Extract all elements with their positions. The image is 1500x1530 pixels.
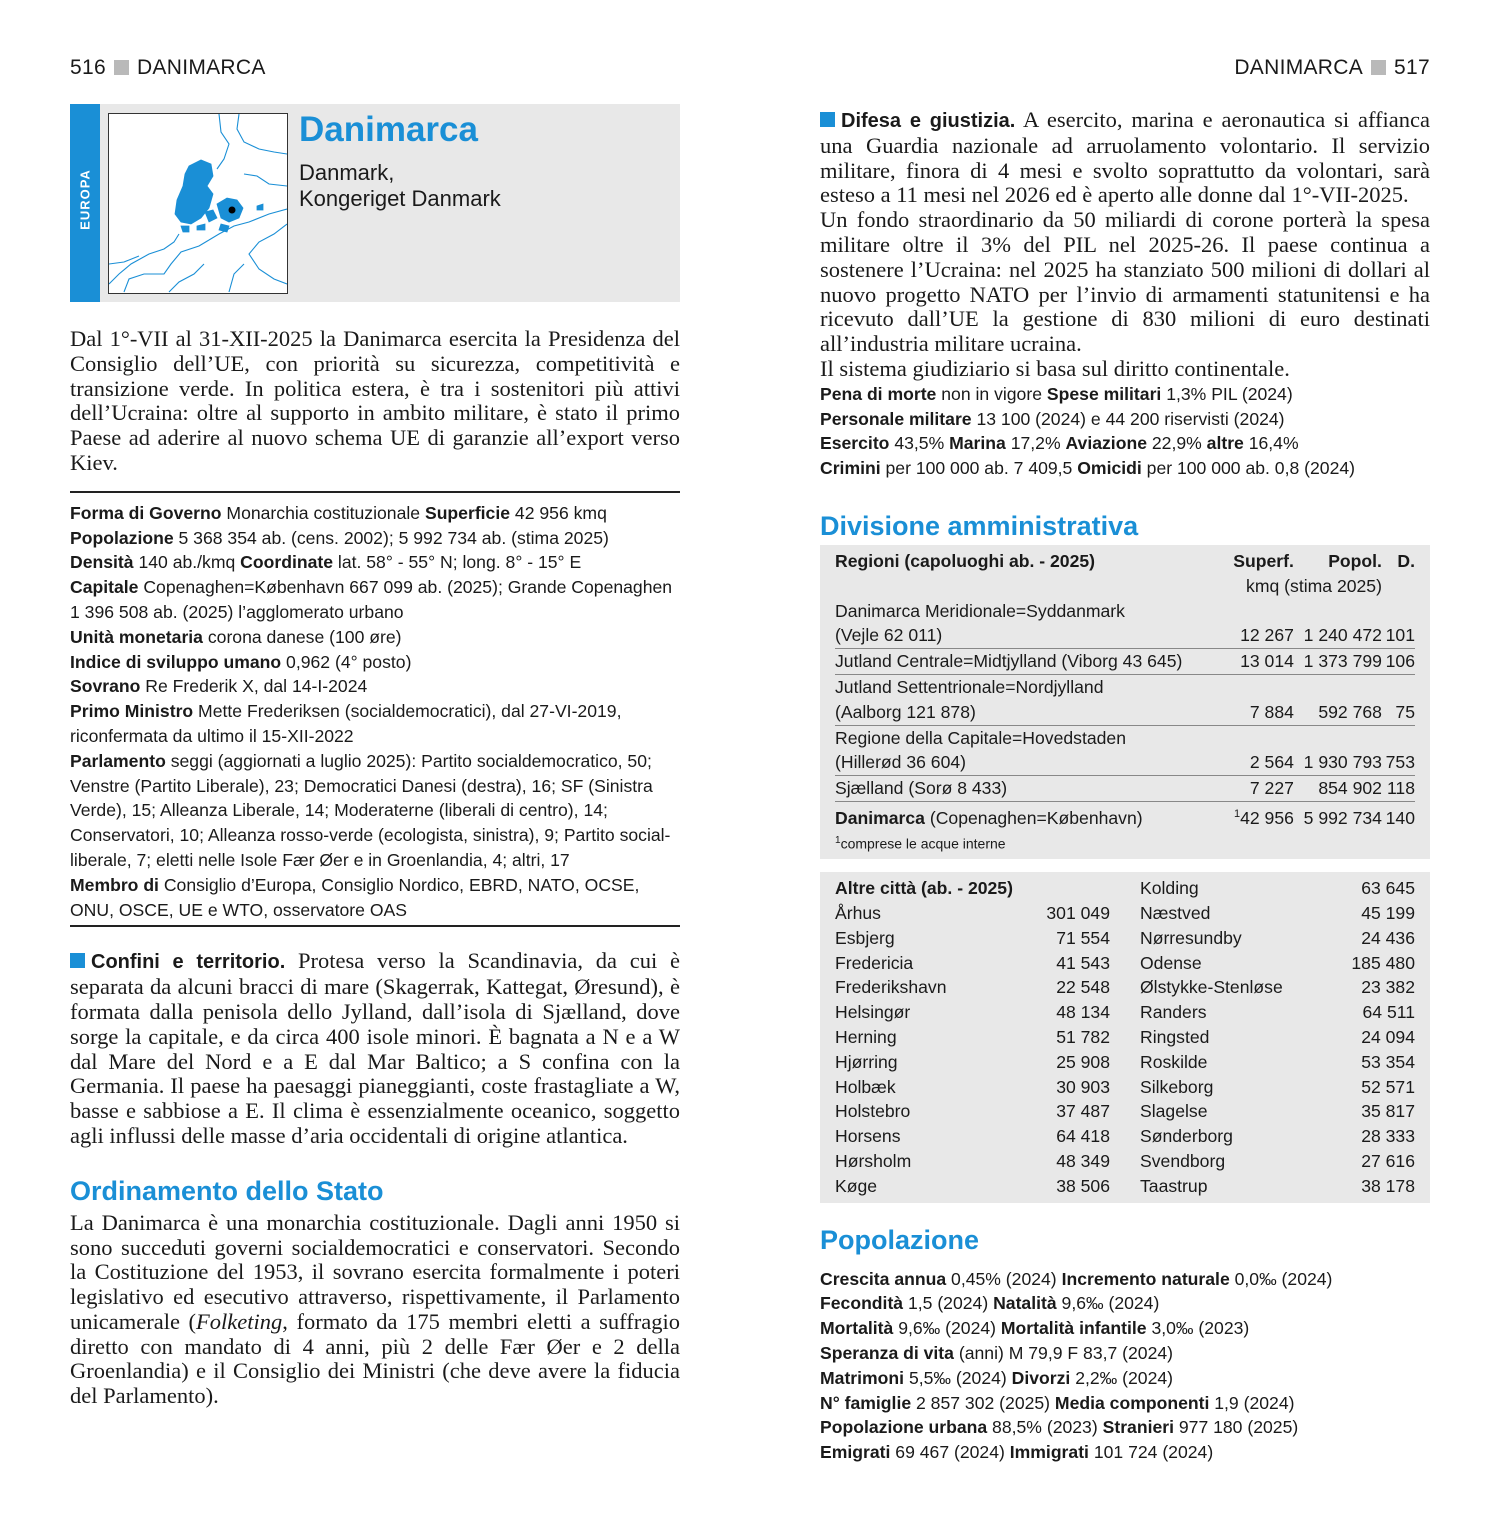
locator-map [108, 113, 288, 294]
footnote-mark: 1 [1233, 807, 1241, 820]
native-name [299, 160, 501, 212]
city-row [835, 1149, 1110, 1174]
region-area: 7 227 [1226, 776, 1294, 802]
fact-value: per 100 000 ab. 7 409,5 [880, 458, 1078, 479]
page-number-right: 517 [1394, 56, 1430, 79]
city-row [1140, 876, 1415, 901]
section-square-icon [70, 953, 85, 968]
city-name: Helsingør [835, 1002, 911, 1023]
region-pop: 1 930 793 [1294, 750, 1382, 775]
fact-value: 2,2‰ (2024) [1070, 1367, 1173, 1388]
fact-value: corona danese (100 øre) [202, 626, 402, 647]
fact-value: (anni) M 79,9 F 83,7 (2024) [953, 1342, 1174, 1363]
table-row [835, 649, 1415, 675]
region-density: 753 [1382, 750, 1415, 775]
city-population: 41 543 [1056, 952, 1110, 973]
fact-value: lat. 58° - 55° N; long. 8° - 15° E [333, 552, 582, 573]
confini-lead: Confini e territorio. [91, 951, 286, 974]
city-name: Svendborg [1140, 1151, 1226, 1171]
continent-tab [70, 104, 100, 302]
fact-key: Matrimoni [820, 1367, 905, 1388]
city-row [835, 1075, 1110, 1100]
confini-text: Protesa verso la Scandinavia, da cui è separata da alcuni bracci di mare (Skagerrak, Kattegat, Øresund), è formata dalla penisola dello Jylland, dall’isola di Sjælland, dove sorge la capitale, e da circa 400 isole minori. È bagnata a N e a W dal Mare del Nord e a E dal Mar Baltico; a S confina con la Germania. Il paese ha paesaggi pianeggianti, coste frastagliate a W, basse e sabbiose a E. Il clima è essenzialmente oceanico, soggetto agli influssi delle masse d’aria occidentali di origine atlantica. [70, 948, 680, 1148]
city-name: Silkeborg [1140, 1076, 1214, 1097]
key-facts [70, 493, 680, 926]
fact-key: Crimini [820, 458, 881, 479]
city-name: Esbjerg [835, 927, 895, 948]
table-row [835, 674, 1415, 699]
city-population: 64 511 [1362, 1002, 1415, 1023]
city-population: 64 418 [1056, 1126, 1110, 1147]
city-name: Roskilde [1140, 1051, 1208, 1072]
section-square-icon [820, 112, 835, 127]
fact-value: 0,962 (4° posto) [281, 651, 412, 672]
region-pop: 1 373 799 [1294, 649, 1382, 675]
total-capital: (Copenaghen=København) [924, 807, 1143, 828]
fact-value: 43,5% [889, 433, 950, 454]
ordinamento-title: Ordinamento dello Stato [70, 1175, 384, 1206]
city-row [1140, 1124, 1415, 1149]
city-row [835, 951, 1110, 976]
city-name: Odense [1140, 952, 1202, 973]
fact-value: 0,0‰ (2024) [1229, 1268, 1333, 1289]
cities-title: Altre città (ab. - 2025) [835, 878, 1013, 899]
difesa-paragraph [820, 108, 1430, 208]
ordinamento-text-b: , formato da 175 membri eletti a suffragio diretto con mandato di 4 anni, più 2 delle Fær Øer e 2 della Groenlandia) e il Consiglio dei Ministri (che deve avere la fiducia del Parlamento). [70, 1308, 680, 1409]
fact-key: Marina [949, 433, 1006, 454]
city-population: 22 548 [1056, 977, 1110, 998]
ordinamento-paragraph [70, 1211, 680, 1409]
city-name: Holstebro [835, 1101, 911, 1122]
fact-value: 101 724 (2024) [1088, 1442, 1214, 1463]
difesa-facts [820, 382, 1430, 481]
col-header-densita: D. [1397, 550, 1415, 571]
fact-key: Popolazione urbana [820, 1417, 988, 1438]
col-header-regioni: Regioni (capoluoghi ab. - 2025) [835, 550, 1096, 571]
fact-key: Media componenti [1054, 1392, 1210, 1413]
city-name: Frederikshavn [835, 977, 947, 998]
country-title: Danimarca [299, 110, 478, 149]
city-name: Køge [835, 1175, 878, 1196]
table-row [835, 599, 1415, 624]
city-name: Ølstykke-Stenløse [1140, 977, 1283, 998]
cities-box [820, 872, 1430, 1202]
square-marker-icon [114, 60, 129, 75]
region-pop: 592 768 [1294, 700, 1382, 725]
total-area: 42 956 [1240, 807, 1294, 828]
city-name: Fredericia [835, 952, 914, 973]
city-name: Hørsholm [835, 1151, 912, 1171]
fact-key: Forma di Governo [70, 502, 222, 523]
fact-key: Pena di morte [820, 383, 937, 404]
fact-key: Superficie [424, 502, 511, 523]
capital-dot-icon [229, 207, 236, 214]
ordinamento-folketing: Folketing [196, 1308, 283, 1334]
fact-value: per 100 000 ab. 0,8 (2024) [1141, 458, 1356, 479]
city-name: Sønderborg [1140, 1126, 1233, 1147]
intro-paragraph: Dal 1°-VII al 31-XII-2025 la Danimarca esercita la Presidenza del Consiglio dell’UE, con priorità su sicurezza, competitività e transizione verde. In politica estera, è tra i sostenitori più attivi dell’Ucraina: oltre al supporto in ambito militare, è stato il primo Paese ad aderire al nuovo schema UE di garanzie all’export verso Kiev. [70, 326, 680, 475]
fact-key: Densità [70, 552, 134, 573]
footnote-mark: 1 [835, 834, 841, 846]
city-population: 38 178 [1361, 1175, 1415, 1196]
city-row [1140, 1099, 1415, 1124]
fact-key: Incremento naturale [1061, 1268, 1230, 1289]
difesa-paragraph-3: Il sistema giudiziario si basa sul diritto continentale. [820, 355, 1290, 381]
region-name: Danimarca Meridionale=Syddanmark [835, 600, 1125, 621]
city-population: 185 480 [1351, 952, 1415, 973]
fact-value: 17,2% [1005, 433, 1066, 454]
fact-key: Stranieri [1102, 1417, 1174, 1438]
fact-value: Re Frederik X, dal 14-I-2024 [140, 676, 368, 697]
popolazione-facts [820, 1267, 1430, 1465]
native-name-line2: Kongeriget Danmark [299, 186, 501, 211]
region-capital: (Aalborg 121 878) [835, 700, 1226, 725]
total-name: Danimarca [835, 807, 925, 828]
admin-table-box [820, 545, 1430, 859]
fact-value: Consiglio d’Europa, Consiglio Nordico, EBRD, NATO, OCSE, ONU, OSCE, UE e WTO, osservatore OAS [70, 874, 640, 920]
admin-table [835, 549, 1415, 853]
fact-key: Natalità [993, 1293, 1057, 1314]
divider-bottom [70, 925, 680, 927]
city-population: 48 349 [1056, 1151, 1110, 1171]
region-capital: (Vejle 62 011) [835, 623, 1226, 648]
fact-value: 9,6‰ (2024) [893, 1318, 1001, 1339]
fact-key: Membro di [70, 874, 159, 895]
city-population: 48 134 [1056, 1002, 1110, 1023]
col-header-popol: Popol. [1328, 550, 1382, 571]
region-area: 7 884 [1226, 700, 1294, 725]
city-row [835, 1099, 1110, 1124]
city-row [1140, 1025, 1415, 1050]
col-header-superf: Superf. [1233, 550, 1294, 571]
city-population: 28 333 [1361, 1126, 1415, 1147]
region-area: 13 014 [1226, 649, 1294, 675]
fact-value: 0,45% (2024) [946, 1268, 1062, 1289]
region-density: 106 [1382, 649, 1415, 675]
fact-key: Unità monetaria [70, 626, 203, 647]
region-name: Jutland Centrale=Midtjylland (Viborg 43 645) [835, 649, 1226, 675]
fact-key: Mortalità infantile [1000, 1318, 1147, 1339]
fact-value: 140 ab./kmq [133, 552, 241, 573]
city-name: Holbæk [835, 1076, 896, 1097]
fact-key: Aviazione [1065, 433, 1147, 454]
fact-value: 1,3% PIL (2024) [1161, 383, 1293, 404]
city-population: 63 645 [1361, 878, 1415, 899]
fact-value: 9,6‰ (2024) [1056, 1293, 1160, 1314]
running-title-right: DANIMARCA [1234, 56, 1364, 79]
fact-value: 88,5% (2023) [987, 1417, 1103, 1438]
region-name: Jutland Settentrionale=Nordjylland [835, 676, 1104, 697]
city-population: 37 487 [1056, 1101, 1110, 1122]
fact-key: Divorzi [1011, 1367, 1071, 1388]
city-population: 35 817 [1361, 1101, 1415, 1122]
fact-value: 13 100 (2024) e 44 200 riservisti (2024) [971, 408, 1285, 429]
region-density: 118 [1382, 776, 1415, 802]
region-density: 101 [1382, 623, 1415, 648]
fact-value: 1,9 (2024) [1209, 1392, 1295, 1413]
table-row [835, 623, 1415, 648]
city-name: Hjørring [835, 1051, 898, 1072]
city-row [835, 901, 1110, 926]
city-name: Horsens [835, 1126, 901, 1147]
fact-value: 3,0‰ (2023) [1146, 1318, 1250, 1339]
city-row [1140, 1149, 1415, 1174]
city-row [1140, 951, 1415, 976]
city-row [1140, 1075, 1415, 1100]
footnote-text: comprese le acque interne [840, 835, 1006, 852]
confini-paragraph [70, 949, 680, 1148]
city-row [835, 1025, 1110, 1050]
fact-value: Monarchia costituzionale [221, 502, 425, 523]
city-name: Taastrup [1140, 1175, 1208, 1196]
right-column [820, 104, 1430, 1465]
denmark-map-icon [109, 114, 287, 293]
square-marker-icon [1371, 60, 1386, 75]
fact-key: Fecondità [820, 1293, 904, 1314]
table-total-row [835, 801, 1415, 830]
city-name: Nørresundby [1140, 927, 1242, 948]
city-row [1140, 901, 1415, 926]
difesa-paragraph-2: Un fondo straordinario da 50 miliardi di corone porterà la spesa militare oltre il 3% del PIL nel 2025-26. Il paese continua a sostenere l’Ucraina: nel 2025 ha stanziato 500 milioni di dollari al nuovo progetto NATO per l’invio di armamenti statunitensi e ha ricevuto dall’UE la gestione di 830 milioni di euro destinati all’industria militare ucraina. [820, 207, 1430, 357]
city-population: 71 554 [1056, 927, 1110, 948]
table-header-subrow [835, 574, 1415, 599]
city-name: Randers [1140, 1002, 1207, 1023]
city-population: 24 436 [1361, 927, 1415, 948]
table-header-row [835, 549, 1415, 574]
fact-value: 1,5 (2024) [903, 1293, 994, 1314]
total-density: 140 [1385, 807, 1415, 828]
city-row [835, 1174, 1110, 1199]
city-name: Herning [835, 1027, 897, 1048]
region-density: 75 [1382, 700, 1415, 725]
running-head-left [70, 56, 266, 80]
fact-value: non in vigore [936, 383, 1047, 404]
city-name: Næstved [1140, 903, 1211, 924]
city-population: 53 354 [1361, 1051, 1415, 1072]
fact-key: Coordinate [240, 552, 334, 573]
country-header [70, 104, 680, 302]
fact-key: Omicidi [1077, 458, 1142, 479]
city-population: 301 049 [1046, 903, 1110, 924]
divisione-title: Divisione amministrativa [820, 510, 1139, 541]
popolazione-title: Popolazione [820, 1224, 980, 1255]
native-name-line1: Danmark, [299, 160, 395, 185]
city-population: 30 903 [1056, 1076, 1110, 1097]
region-capital: (Hillerød 36 604) [835, 750, 1226, 775]
region-pop: 1 240 472 [1294, 623, 1382, 648]
region-area: 2 564 [1226, 750, 1294, 775]
fact-key: Indice di sviluppo umano [70, 651, 282, 672]
running-head-right [1234, 56, 1430, 80]
region-name: Sjælland (Sorø 8 433) [835, 776, 1226, 802]
fact-key: altre [1206, 433, 1244, 454]
city-row [1140, 1174, 1415, 1199]
fact-value: Copenaghen=København 667 099 ab. (2025); Grande Copenaghen 1 396 508 ab. (2025) l’agglomerato urbano [70, 577, 673, 622]
fact-value: 5 368 354 ab. (cens. 2002); 5 992 734 ab. (stima 2025) [173, 527, 609, 548]
city-row [835, 1124, 1110, 1149]
fact-value: 5,5‰ (2024) [904, 1367, 1012, 1388]
fact-key: Popolazione [70, 527, 174, 548]
table-row [835, 776, 1415, 802]
city-row [835, 1000, 1110, 1025]
city-population: 52 571 [1361, 1076, 1415, 1097]
col-header-units: kmq (stima 2025) [1246, 575, 1382, 596]
city-row [1140, 1000, 1415, 1025]
fact-value: Mette Frederiksen (socialdemocratici), dal 27-VI-2019, riconfermata da ultimo il 15-XII-2022 [70, 701, 622, 746]
page-number-left: 516 [70, 56, 106, 79]
fact-key: Parlamento [70, 750, 166, 771]
difesa-text1: A esercito, marina e aeronautica si affianca una Guardia nazionale ad arruolamento volontario. Il servizio militare, finora di 4 mesi e svolto soprattutto da volontari, sarà esteso a 11 mesi nel 2026 ed è aperto alle donne dal 1°-VII-2025. [820, 107, 1430, 208]
fact-key: Mortalità [820, 1318, 894, 1339]
city-population: 27 616 [1361, 1151, 1415, 1171]
table-note-row [835, 831, 1415, 854]
cities-column-left [835, 876, 1110, 1198]
city-row [835, 1050, 1110, 1075]
city-name: Kolding [1140, 878, 1199, 899]
fact-key: Esercito [820, 433, 890, 454]
city-name: Ringsted [1140, 1027, 1210, 1048]
city-row [1140, 975, 1415, 1000]
fact-value: 42 956 kmq [510, 502, 607, 523]
city-population: 25 908 [1056, 1051, 1110, 1072]
fact-key: Crescita annua [820, 1268, 947, 1289]
city-row [835, 975, 1110, 1000]
fact-key: Primo Ministro [70, 701, 194, 722]
fact-key: Speranza di vita [820, 1342, 954, 1363]
city-population: 38 506 [1056, 1175, 1110, 1196]
fact-key: Personale militare [820, 408, 972, 429]
ordinamento-text-a: La Danimarca è una monarchia costituzionale. Dagli anni 1950 si sono succeduti governi socialdemocratici e conservatori. Secondo la Costituzione del 1953, il sovrano esercita formalmente i poteri legislativo ed esecutivo attraverso, rispettivamente, il Parlamento unicamerale ( [70, 1209, 680, 1334]
region-pop: 854 902 [1294, 776, 1382, 802]
fact-key: Emigrati [820, 1442, 891, 1463]
fact-key: N° famiglie [820, 1392, 912, 1413]
fact-value: 16,4% [1243, 433, 1299, 454]
total-pop: 5 992 734 [1303, 807, 1382, 828]
fact-value: 2 857 302 (2025) [911, 1392, 1055, 1413]
cities-column-right [1140, 876, 1415, 1198]
city-population: 45 199 [1361, 903, 1415, 924]
city-name: Slagelse [1140, 1101, 1208, 1122]
table-row [835, 750, 1415, 775]
city-name: Århus [835, 903, 881, 924]
running-title-left: DANIMARCA [136, 56, 266, 79]
fact-value: 69 467 (2024) [890, 1442, 1010, 1463]
city-population: 23 382 [1361, 977, 1415, 998]
city-row [1140, 1050, 1415, 1075]
table-row [835, 725, 1415, 750]
region-area: 12 267 [1226, 623, 1294, 648]
fact-key: Capitale [70, 577, 139, 598]
city-population: 24 094 [1361, 1027, 1415, 1048]
fact-key: Spese militari [1046, 383, 1162, 404]
fact-key: Sovrano [70, 676, 141, 697]
left-column [70, 104, 680, 1409]
city-population: 51 782 [1056, 1027, 1110, 1048]
fact-value: seggi (aggiornati a luglio 2025): Partito socialdemocratico, 50; Venstre (Partito Liberale), 23; Democratici Danesi (destra), 16; SF (Sinistra Verde), 15; Alleanza Liberale, 14; Moderaterne (liberali di centro), 14; Conservatori, 10; Alleanza rosso-verde (ecologista, sinistra), 9; Partito social-liberale, 7; eletti nelle Isole Fær Øer e in Groenlandia, 4; altri, 17 [70, 750, 671, 870]
fact-value: 22,9% [1146, 433, 1207, 454]
difesa-lead: Difesa e giustizia. [841, 110, 1016, 132]
fact-key: Immigrati [1009, 1442, 1089, 1463]
fact-value: 977 180 (2025) [1173, 1417, 1299, 1438]
table-row [835, 700, 1415, 725]
city-row [835, 926, 1110, 951]
continent-label: EUROPA [77, 169, 93, 230]
city-row [1140, 926, 1415, 951]
region-name: Regione della Capitale=Hovedstaden [835, 727, 1126, 748]
